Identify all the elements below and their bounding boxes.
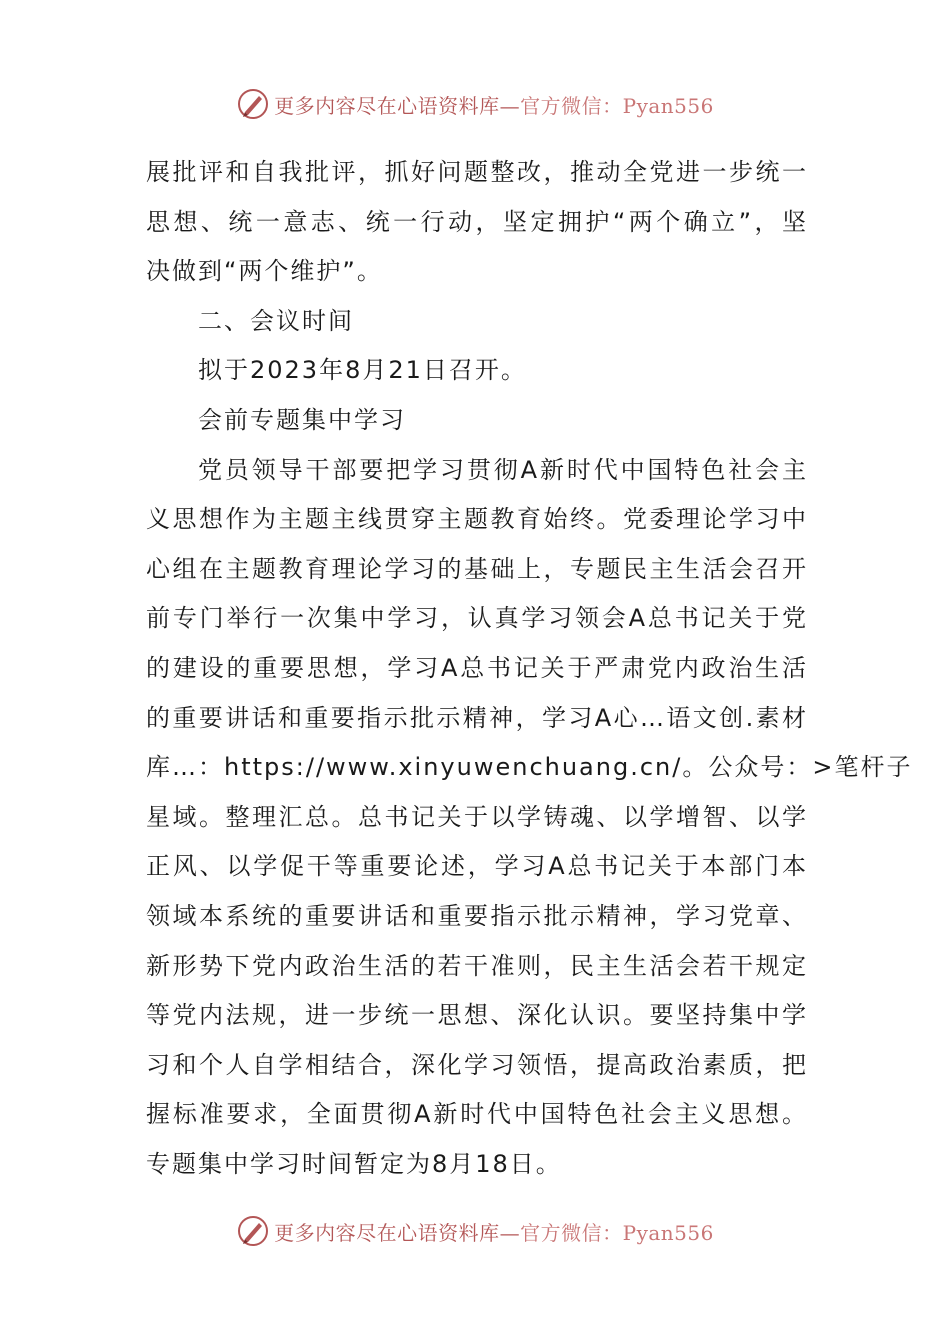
subsection-heading: 会前专题集中学习 (198, 405, 406, 434)
text-line: 新形势下党内政治生活的若干准则，民主生活会若干规定 (146, 951, 808, 980)
section-heading: 二、会议时间 (198, 306, 354, 335)
text-line: 前专门举行一次集中学习，认真学习领会A总书记关于党 (146, 604, 808, 633)
text-line: 思想、统一意志、统一行动，坚定拥护“两个确立”，坚 (146, 207, 808, 236)
text-line: 党员领导干部要把学习贯彻A新时代中国特色社会主 (198, 455, 808, 484)
text-line: 等党内法规，进一步统一思想、深化认识。要坚持集中学 (146, 1001, 808, 1030)
pen-logo-icon (236, 1214, 270, 1248)
text-line: 的建设的重要思想，学习A总书记关于严肃党内政治生活 (146, 653, 808, 682)
header-banner (0, 84, 950, 124)
text-line: 专题集中学习时间暂定为8月18日。 (146, 1149, 562, 1178)
text-line: 握标准要求，全面贯彻A新时代中国特色社会主义思想。 (146, 1100, 808, 1129)
text-line: 拟于2023年8月21日召开。 (198, 356, 527, 385)
text-line: 心组在主题教育理论学习的基础上，专题民主生活会召开 (146, 554, 808, 583)
footer-banner-text: 更多内容尽在心语资料库—官方微信：Pyan556 (274, 1220, 714, 1245)
text-line: 星域。整理汇总。总书记关于以学铸魂、以学增智、以学 (146, 802, 808, 831)
text-line: 义思想作为主题主线贯穿主题教育始终。党委理论学习中 (146, 505, 808, 534)
text-line: 库…：https://www.xinyuwenchuang.cn/。公众号：>笔杆子 (146, 753, 913, 782)
text-line: 领域本系统的重要讲话和重要指示批示精神，学习党章、 (146, 901, 808, 930)
text-line: 习和个人自学相结合，深化学习领悟，提高政治素质，把 (146, 1050, 808, 1079)
pen-logo-icon (236, 87, 270, 121)
text-line: 展批评和自我批评，抓好问题整改，推动全党进一步统一 (146, 158, 808, 186)
text-line: 正风、以学促干等重要论述，学习A总书记关于本部门本 (146, 852, 808, 881)
body-text (146, 148, 913, 1189)
text-line: 决做到“两个维护”。 (146, 257, 383, 286)
header-banner-text: 更多内容尽在心语资料库—官方微信：Pyan556 (274, 93, 714, 118)
footer-banner (0, 1211, 950, 1251)
text-line: 的重要讲话和重要指示批示精神，学习A心…语文创.素材 (146, 703, 808, 732)
